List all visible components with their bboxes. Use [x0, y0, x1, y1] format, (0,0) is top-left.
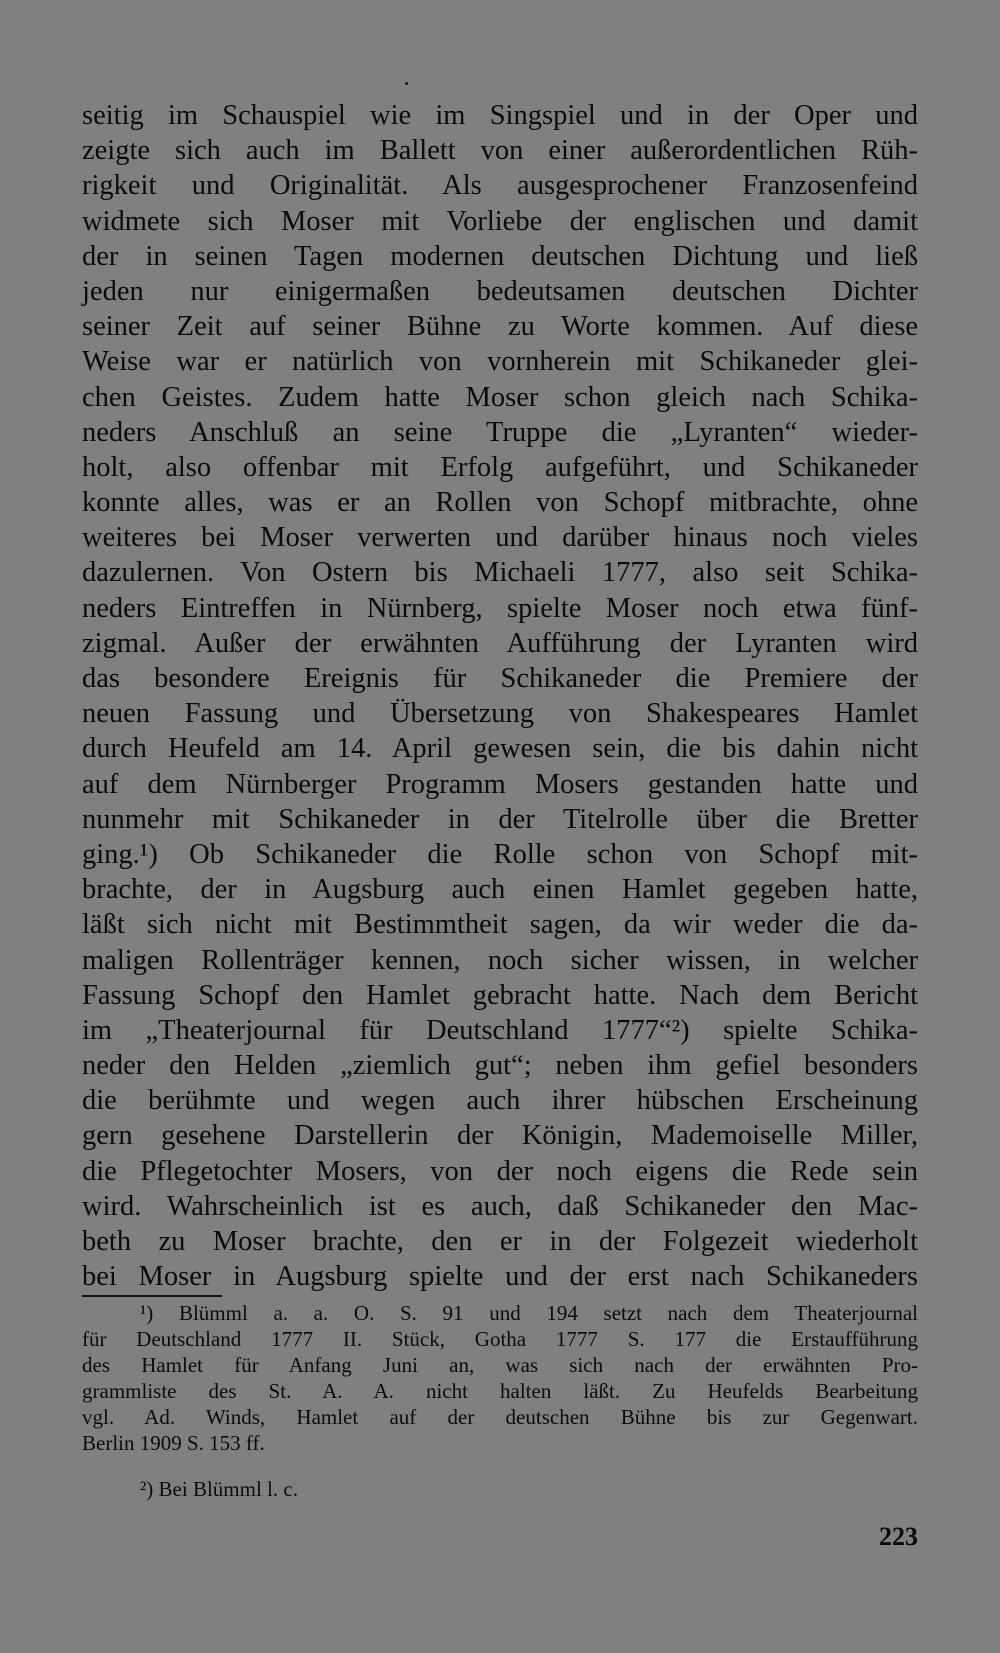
- footnote-1: [82, 1300, 918, 1456]
- text-line: läßt sich nicht mit Bestimmtheit sagen, da wir weder die da-: [82, 909, 918, 941]
- text-line: seiner Zeit auf seiner Bühne zu Worte kommen. Auf diese: [82, 311, 918, 343]
- text-line: Fassung Schopf den Hamlet gebracht hatte. Nach dem Bericht: [82, 979, 918, 1011]
- footnote-line: Berlin 1909 S. 153 ff.: [82, 1431, 265, 1455]
- print-speck: [405, 82, 408, 85]
- text-line: holt, also offenbar mit Erfolg aufgeführt, und Schikaneder: [82, 451, 918, 483]
- footnote-line: ²) Bei Blümml l. c.: [140, 1477, 298, 1501]
- text-line: konnte alles, was er an Rollen von Schopf mitbrachte, ohne: [82, 487, 918, 519]
- text-line: neder den Helden „ziemlich gut“; neben ihm gefiel besonders: [82, 1050, 918, 1082]
- footnote-line: vgl. Ad. Winds, Hamlet auf der deutschen Bühne bis zur Gegenwart.: [82, 1405, 918, 1429]
- text-line: wird. Wahrscheinlich ist es auch, daß Schikaneder den Mac-: [82, 1190, 918, 1222]
- footnote-line: für Deutschland 1777 II. Stück, Gotha 1777 S. 177 die Erstaufführung: [82, 1327, 918, 1351]
- text-line: rigkeit und Originalität. Als ausgesprochener Franzosenfeind: [82, 170, 918, 202]
- text-line: gern gesehene Darstellerin der Königin, Mademoiselle Miller,: [82, 1120, 918, 1152]
- text-line: der in seinen Tagen modernen deutschen Dichtung und ließ: [82, 240, 918, 272]
- text-line: beth zu Moser brachte, den er in der Folgezeit wiederholt: [82, 1226, 918, 1257]
- text-line: Weise war er natürlich von vornherein mit Schikaneder glei-: [82, 346, 918, 378]
- main-text: [82, 98, 918, 1294]
- text-line: brachte, der in Augsburg auch einen Hamlet gegeben hatte,: [82, 874, 918, 906]
- text-line: weiteres bei Moser verwerten und darüber hinaus noch vieles: [82, 522, 918, 554]
- text-line: bei Moser in Augsburg spielte und der erst nach Schikaneders: [82, 1261, 918, 1293]
- footnotes: [82, 1300, 918, 1502]
- text-line: neuen Fassung und Übersetzung von Shakespeares Hamlet: [82, 698, 918, 730]
- text-line: durch Heufeld am 14. April gewesen sein, die bis dahin nicht: [82, 733, 918, 765]
- text-line: neders Anschluß an seine Truppe die „Lyranten“ wieder-: [82, 416, 918, 448]
- text-line: die Pflegetochter Mosers, von der noch eigens die Rede sein: [82, 1155, 918, 1187]
- text-line: widmete sich Moser mit Vorliebe der englischen und damit: [82, 205, 918, 237]
- page-number: 223: [879, 1522, 918, 1551]
- text-line: zigmal. Außer der erwähnten Aufführung der Lyranten wird: [82, 627, 918, 659]
- footnote-separator: [82, 1295, 222, 1297]
- text-line: ging.¹) Ob Schikaneder die Rolle schon von Schopf mit-: [82, 838, 918, 870]
- footnote-2: [82, 1476, 918, 1502]
- text-line: nunmehr mit Schikaneder in der Titelrolle über die Bretter: [82, 803, 918, 835]
- text-line: das besondere Ereignis für Schikaneder die Premiere der: [82, 663, 918, 694]
- text-line: neders Eintreffen in Nürnberg, spielte Moser noch etwa fünf-: [82, 592, 918, 624]
- text-line: zeigte sich auch im Ballett von einer außerordentlichen Rüh-: [82, 135, 918, 167]
- text-line: seitig im Schauspiel wie im Singspiel und in der Oper und: [82, 100, 918, 131]
- text-line: maligen Rollenträger kennen, noch sicher wissen, in welcher: [82, 944, 918, 976]
- text-line: chen Geistes. Zudem hatte Moser schon gleich nach Schika-: [82, 381, 918, 413]
- text-line: im „Theaterjournal für Deutschland 1777“²) spielte Schika-: [82, 1014, 918, 1046]
- footnote-line: grammliste des St. A. A. nicht halten läßt. Zu Heufelds Bearbeitung: [82, 1379, 918, 1403]
- text-line: auf dem Nürnberger Programm Mosers gestanden hatte und: [82, 768, 918, 800]
- text-line: die berühmte und wegen auch ihrer hübschen Erscheinung: [82, 1085, 918, 1117]
- footnote-line: ¹) Blümml a. a. O. S. 91 und 194 setzt nach dem Theaterjournal: [140, 1301, 918, 1325]
- text-line: dazulernen. Von Ostern bis Michaeli 1777, also seit Schika-: [82, 557, 918, 589]
- text-line: jeden nur einigermaßen bedeutsamen deutschen Dichter: [82, 275, 918, 307]
- footnote-line: des Hamlet für Anfang Juni an, was sich nach der erwähnten Pro-: [82, 1353, 918, 1377]
